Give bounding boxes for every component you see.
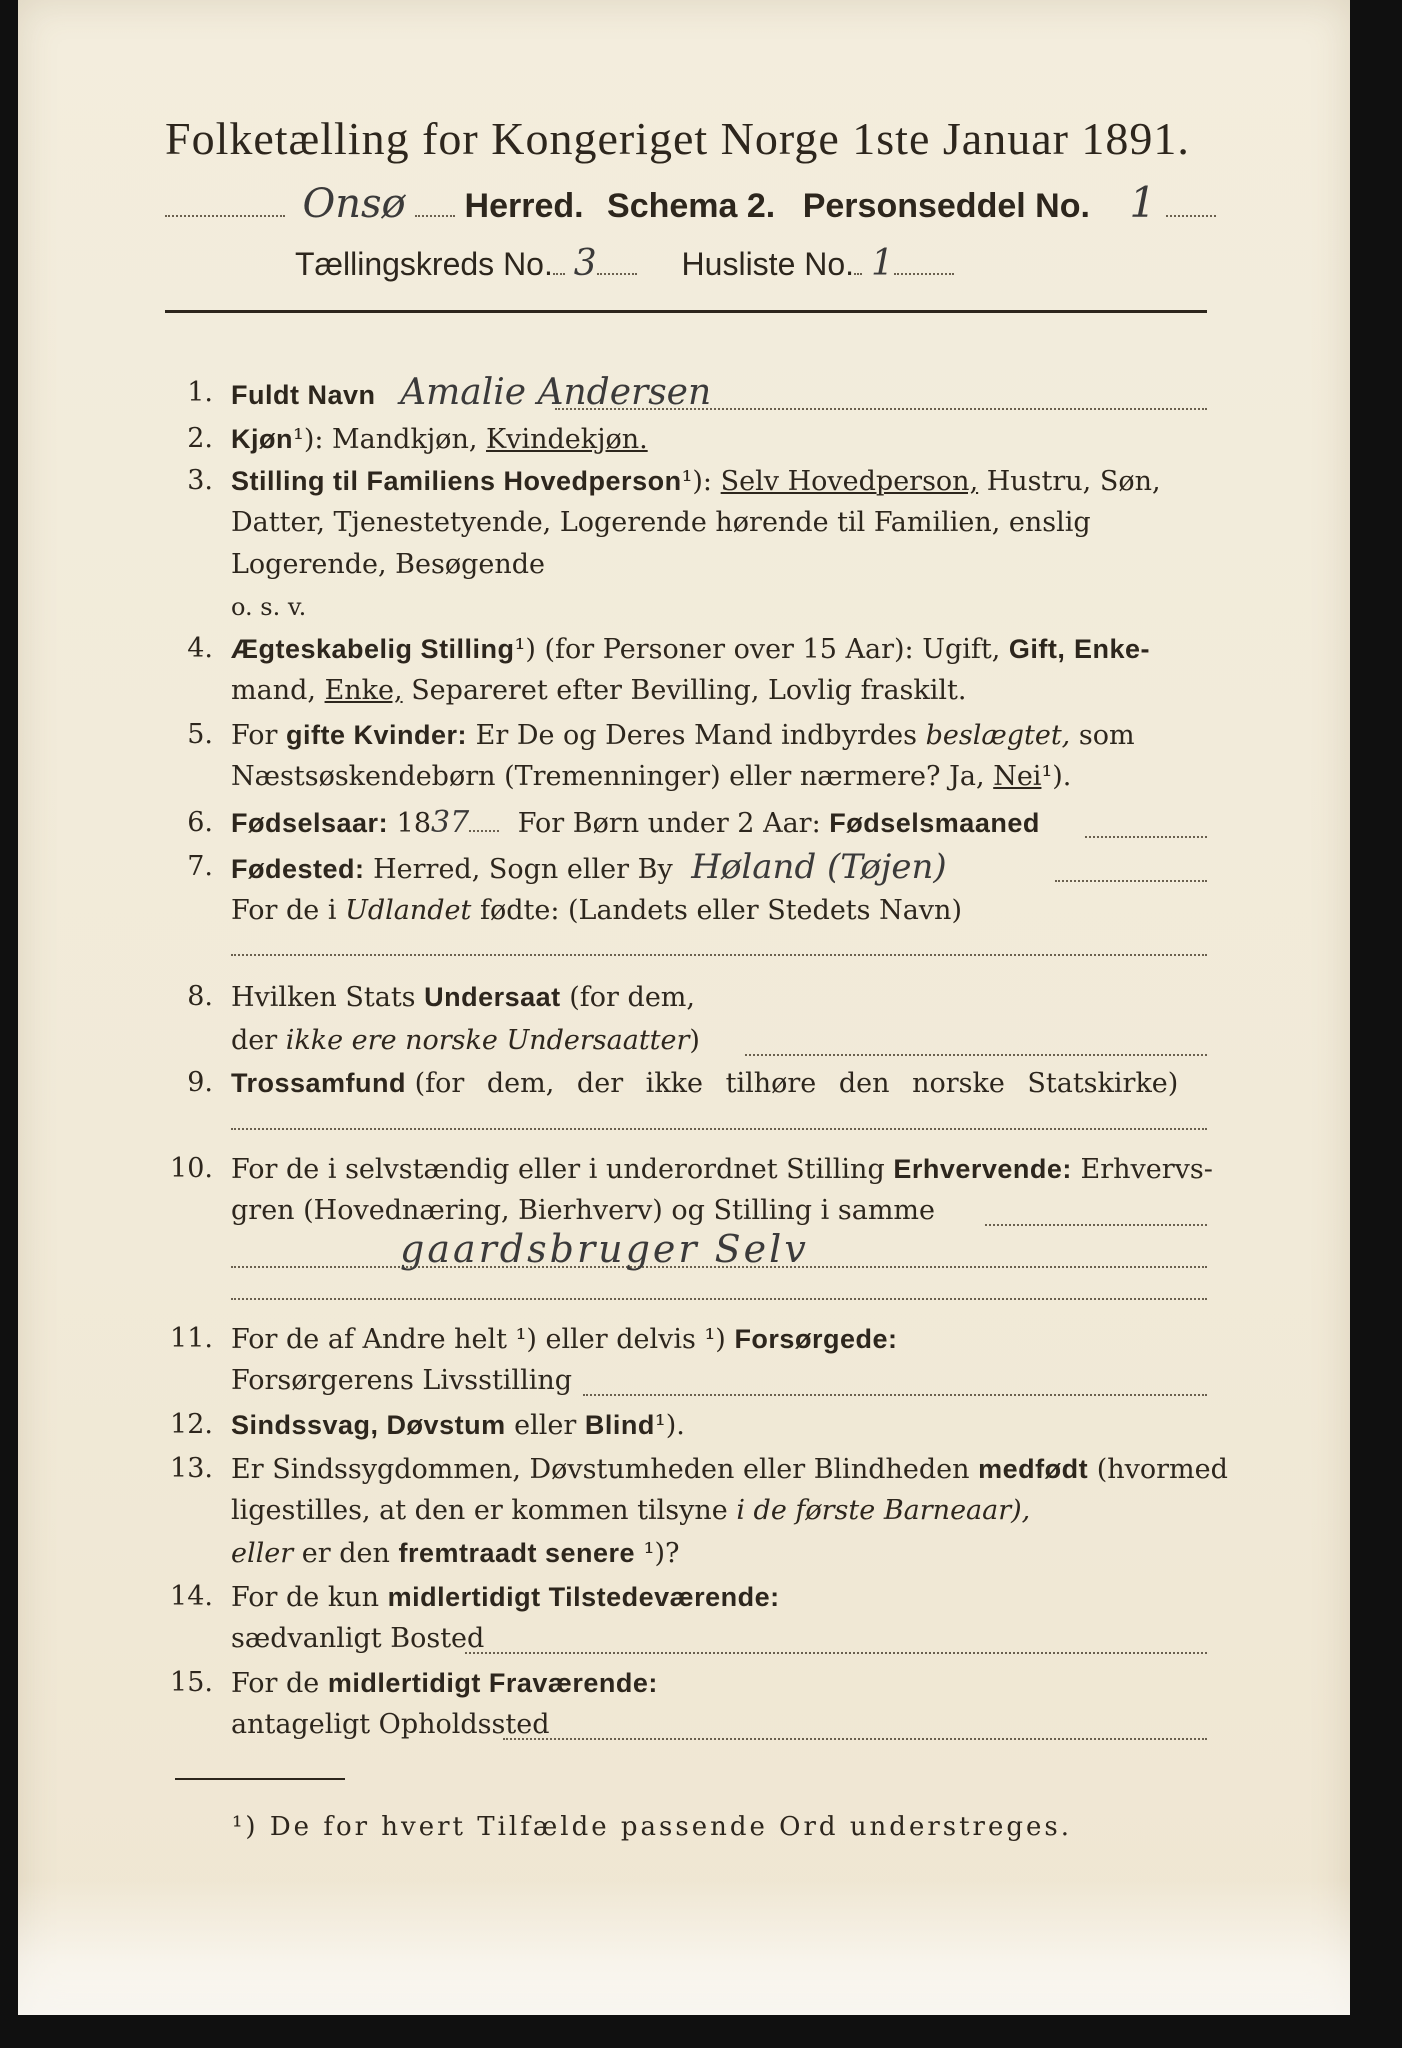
item-text: For Børn under 2 Aar: — [517, 808, 821, 839]
header-rule — [165, 310, 1207, 313]
item-text: For de i selvstændig eller i underordnet Stilling — [231, 1154, 885, 1185]
item-text: Forsørgerens Livsstilling — [231, 1365, 573, 1396]
item-number: 11. — [170, 1323, 213, 1354]
item-text: Herred, Sogn eller By — [373, 854, 673, 885]
taellingskreds-label: Tællingskreds No. — [295, 246, 553, 282]
item-text: i de første Barneaar), — [736, 1495, 1031, 1526]
item-text: Er De og Deres Mand indbyrdes — [475, 720, 917, 751]
item-text: For de af Andre helt ¹) eller delvis ¹) — [231, 1324, 726, 1355]
item-text: ¹). — [1041, 761, 1072, 792]
item-text: Logerende, Besøgende — [231, 549, 545, 580]
item-label: fremtraadt senere — [398, 1538, 636, 1568]
item-text: (for dem, der ikke tilhøre den norske Statskirke) — [414, 1068, 1179, 1099]
item-text: Datter, Tjenestetyende, Logerende hørende til Familien, enslig — [231, 507, 1091, 538]
item-text: ¹)? — [643, 1538, 680, 1569]
underlined-choice: Enke, — [324, 675, 403, 706]
underlined-choice: Nei — [993, 761, 1042, 792]
item-text: Enke- — [1073, 634, 1151, 664]
item-text: eller — [514, 1410, 577, 1441]
item-label: Trossamfund — [231, 1068, 407, 1098]
item-label: Fødselsaar: — [231, 808, 389, 838]
personseddel-no: 1 — [1129, 178, 1157, 227]
footnote-rule — [175, 1778, 345, 1780]
item-number: 10. — [170, 1153, 213, 1184]
item-text: (for dem, — [569, 982, 695, 1013]
item-text: mand, — [231, 675, 316, 706]
item-number: 2. — [187, 423, 213, 454]
item-number: 6. — [187, 807, 213, 838]
item-number: 3. — [187, 465, 213, 496]
header-line-taellingskreds — [295, 243, 954, 284]
item-text: For de i — [231, 895, 337, 926]
item-text: eller — [231, 1538, 294, 1569]
item-label: Undersaat — [424, 982, 561, 1012]
item-number: 12. — [170, 1409, 213, 1440]
item-label: Forsørgede: — [734, 1324, 898, 1354]
header-line-herred — [165, 178, 1216, 227]
item-text: For de — [231, 1668, 320, 1699]
item-text: sædvanligt Bosted — [231, 1623, 485, 1654]
schema-label: Schema 2. — [607, 187, 776, 225]
year-prefix: 18 — [396, 808, 432, 839]
item-label: Kjøn — [231, 424, 293, 454]
form-title: Folketælling for Kongeriget Norge 1ste Januar 1891. — [165, 113, 1190, 164]
item-label: Fødested: — [231, 854, 365, 884]
item-text: Er Sindssygdommen, Døvstumheden eller Blindheden — [231, 1454, 970, 1485]
occupation-answer: gaardsbruger Selv — [400, 1227, 809, 1271]
item-number: 7. — [187, 851, 213, 882]
birth-year-answer: 37 — [431, 805, 470, 840]
item-text: o. s. v. — [231, 593, 307, 621]
item-label: Ægteskabelig Stilling — [231, 634, 515, 664]
item-text: Udlandet — [345, 895, 472, 926]
item-text: ¹). — [654, 1410, 685, 1441]
item-number: 5. — [187, 719, 213, 750]
item-label: gifte Kvinder: — [286, 720, 468, 750]
husliste-no: 1 — [870, 243, 894, 284]
item-label: Fuldt Navn — [231, 380, 376, 410]
herred-handwritten: Onsø — [302, 181, 406, 227]
item-1 — [165, 372, 1207, 416]
footnote: ¹) De for hvert Tilfælde passende Ord understreges. — [232, 1812, 1073, 1842]
item-label: Sindssvag, Døvstum — [231, 1410, 506, 1440]
item-number: 9. — [187, 1067, 213, 1098]
item-text: For — [231, 720, 278, 751]
item-text: der — [231, 1025, 278, 1056]
item-label: midlertidigt Fraværende: — [327, 1668, 658, 1698]
item-text: som — [1078, 720, 1135, 751]
item-label: Blind — [584, 1410, 655, 1440]
birthplace-answer: Høland (Tøjen) — [691, 847, 947, 887]
item-text: ligestilles, at den er kommen tilsyne — [231, 1495, 728, 1526]
herred-label: Herred. — [464, 187, 584, 225]
item-text: ¹) (for Personer over 15 Aar): Ugift, — [514, 634, 1001, 665]
item-text: Hvilken Stats — [231, 982, 416, 1013]
name-answer: Amalie Andersen — [400, 372, 712, 413]
item-text: ikke ere norske Undersaatter — [285, 1025, 690, 1056]
item-label: Fødselsmaaned — [829, 808, 1040, 838]
item-text: (hvormed — [1096, 1454, 1228, 1485]
husliste-label: Husliste No. — [681, 246, 855, 282]
item-text: Gift, — [1008, 634, 1066, 664]
underlined-choice: Selv Hovedperson, — [720, 466, 979, 497]
item-text: Hustru, Søn, — [986, 466, 1161, 497]
item-text: gren (Hovednæring, Bierhverv) og Stilling i samme — [231, 1195, 936, 1226]
item-number: 15. — [170, 1667, 213, 1698]
item-text: Separeret efter Bevilling, Lovlig fraskilt. — [411, 675, 967, 706]
item-label: midlertidigt Tilstedeværende: — [387, 1582, 780, 1612]
item-label: Erhvervende: — [893, 1154, 1072, 1184]
item-text: antageligt Opholdssted — [231, 1709, 550, 1740]
item-text: Næstsøskendebørn (Tremenninger) eller nærmere? Ja, — [231, 761, 985, 792]
item-text: For de kun — [231, 1582, 379, 1613]
item-text: Erhvervs- — [1080, 1154, 1213, 1185]
item-number: 4. — [187, 633, 213, 664]
item-number: 8. — [187, 981, 213, 1012]
item-text: ¹): Mandkjøn, — [293, 424, 478, 455]
item-label: Stilling til Familiens Hovedperson — [231, 466, 682, 496]
item-number: 1. — [187, 377, 213, 408]
item-label: medfødt — [978, 1454, 1089, 1484]
personseddel-label: Personseddel No. — [802, 187, 1090, 225]
taellingskreds-no: 3 — [573, 243, 597, 284]
item-number: 13. — [170, 1453, 213, 1484]
item-text: er den — [301, 1538, 390, 1569]
item-text: fødte: (Landets eller Stedets Navn) — [479, 895, 962, 926]
item-text: ¹): — [681, 466, 713, 497]
underlined-choice: Kvindekjøn. — [486, 424, 648, 455]
item-number: 14. — [170, 1581, 213, 1612]
item-text: beslægtet, — [925, 720, 1071, 751]
paper-edge-fade — [18, 1880, 1350, 2015]
